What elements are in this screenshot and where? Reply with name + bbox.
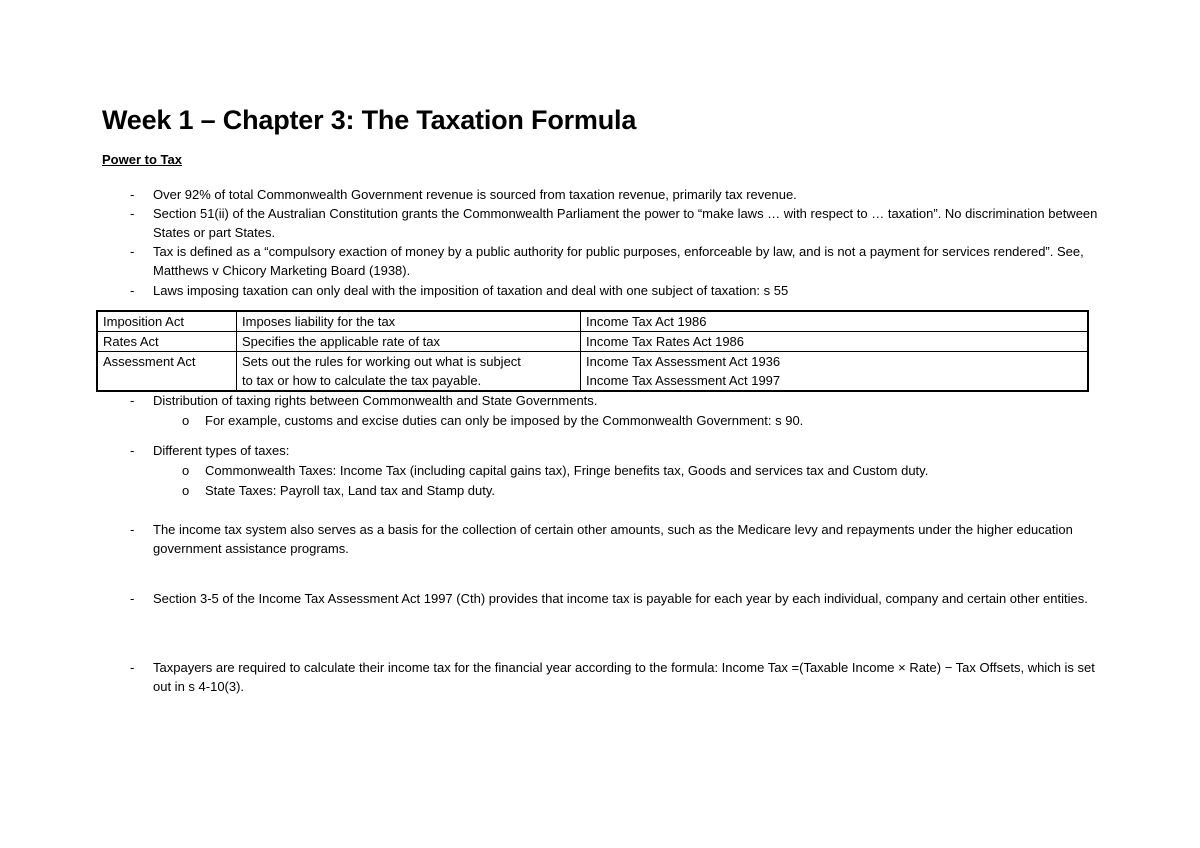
table-row [97,352,1088,392]
act-example-line: Income Tax Assessment Act 1997 [586,373,781,388]
act-example-cell [581,352,1089,392]
act-name-cell: Rates Act [97,332,237,352]
act-purpose-line: to tax or how to calculate the tax payable. [242,373,482,388]
bullet-dash: - [130,244,135,259]
bullet-dash: - [130,660,135,675]
act-purpose-line: Sets out the rules for working out what is subject [242,354,521,369]
bullet-dash: - [130,591,135,606]
bullet-dash: - [130,187,135,202]
list-item-text: Distribution of taxing rights between Commonwealth and State Governments. [153,393,598,408]
table-row [97,332,1088,352]
list-item-text: State Taxes: Payroll tax, Land tax and Stamp duty. [205,483,496,498]
act-name-cell: Imposition Act [97,311,237,332]
bullet-dash: - [130,393,135,408]
act-name-cell: Assessment Act [97,352,237,392]
bullet-dash: - [130,522,135,537]
act-example-cell: Income Tax Rates Act 1986 [581,332,1089,352]
bullet-dash: - [130,443,135,458]
list-item-text: Taxpayers are required to calculate their income tax for the financial year according to the formula: Income Tax =(Taxable Income × Rate) − Tax Offsets, which is set out in s 4-10(3). [153,660,1095,694]
list-item-text: Section 51(ii) of the Australian Constitution grants the Commonwealth Parliament the power to “make laws … with respect to … taxation”. No discrimination between States or part States. [153,206,1098,240]
act-purpose-cell [237,352,581,392]
acts-table [96,310,1089,392]
list-item-text: Over 92% of total Commonwealth Government revenue is sourced from taxation revenue, primarily tax revenue. [153,187,797,202]
section-heading: Power to Tax [102,152,182,167]
act-example-cell: Income Tax Act 1986 [581,311,1089,332]
table-row [97,311,1088,332]
list-item-text: The income tax system also serves as a basis for the collection of certain other amounts, such as the Medicare levy and repayments under the higher education government assistance programs. [153,522,1073,556]
bullet-circle: o [182,483,190,498]
list-item-text: Different types of taxes: [153,443,290,458]
list-item-text: Commonwealth Taxes: Income Tax (including capital gains tax), Fringe benefits tax, Goods and services tax and Custom duty. [205,463,929,478]
bullet-dash: - [130,283,135,298]
list-item-text: Laws imposing taxation can only deal with the imposition of taxation and deal with one subject of taxation: s 55 [153,283,789,298]
act-purpose-cell: Imposes liability for the tax [237,311,581,332]
bullet-dash: - [130,206,135,221]
bullet-circle: o [182,463,190,478]
list-item-text: Section 3-5 of the Income Tax Assessment Act 1997 (Cth) provides that income tax is payable for each year by each individual, company and certain other entities. [153,591,1088,606]
act-purpose-cell: Specifies the applicable rate of tax [237,332,581,352]
act-example-line: Income Tax Assessment Act 1936 [586,354,781,369]
bullet-circle: o [182,413,190,428]
document-title: Week 1 – Chapter 3: The Taxation Formula [102,105,637,135]
list-item-text: For example, customs and excise duties can only be imposed by the Commonwealth Government: s 90. [205,413,804,428]
list-item-text: Tax is defined as a “compulsory exaction of money by a public authority for public purposes, enforceable by law, and is not a payment for services rendered”. See, Matthews v Chicory Marketing Board (1938). [153,244,1084,278]
